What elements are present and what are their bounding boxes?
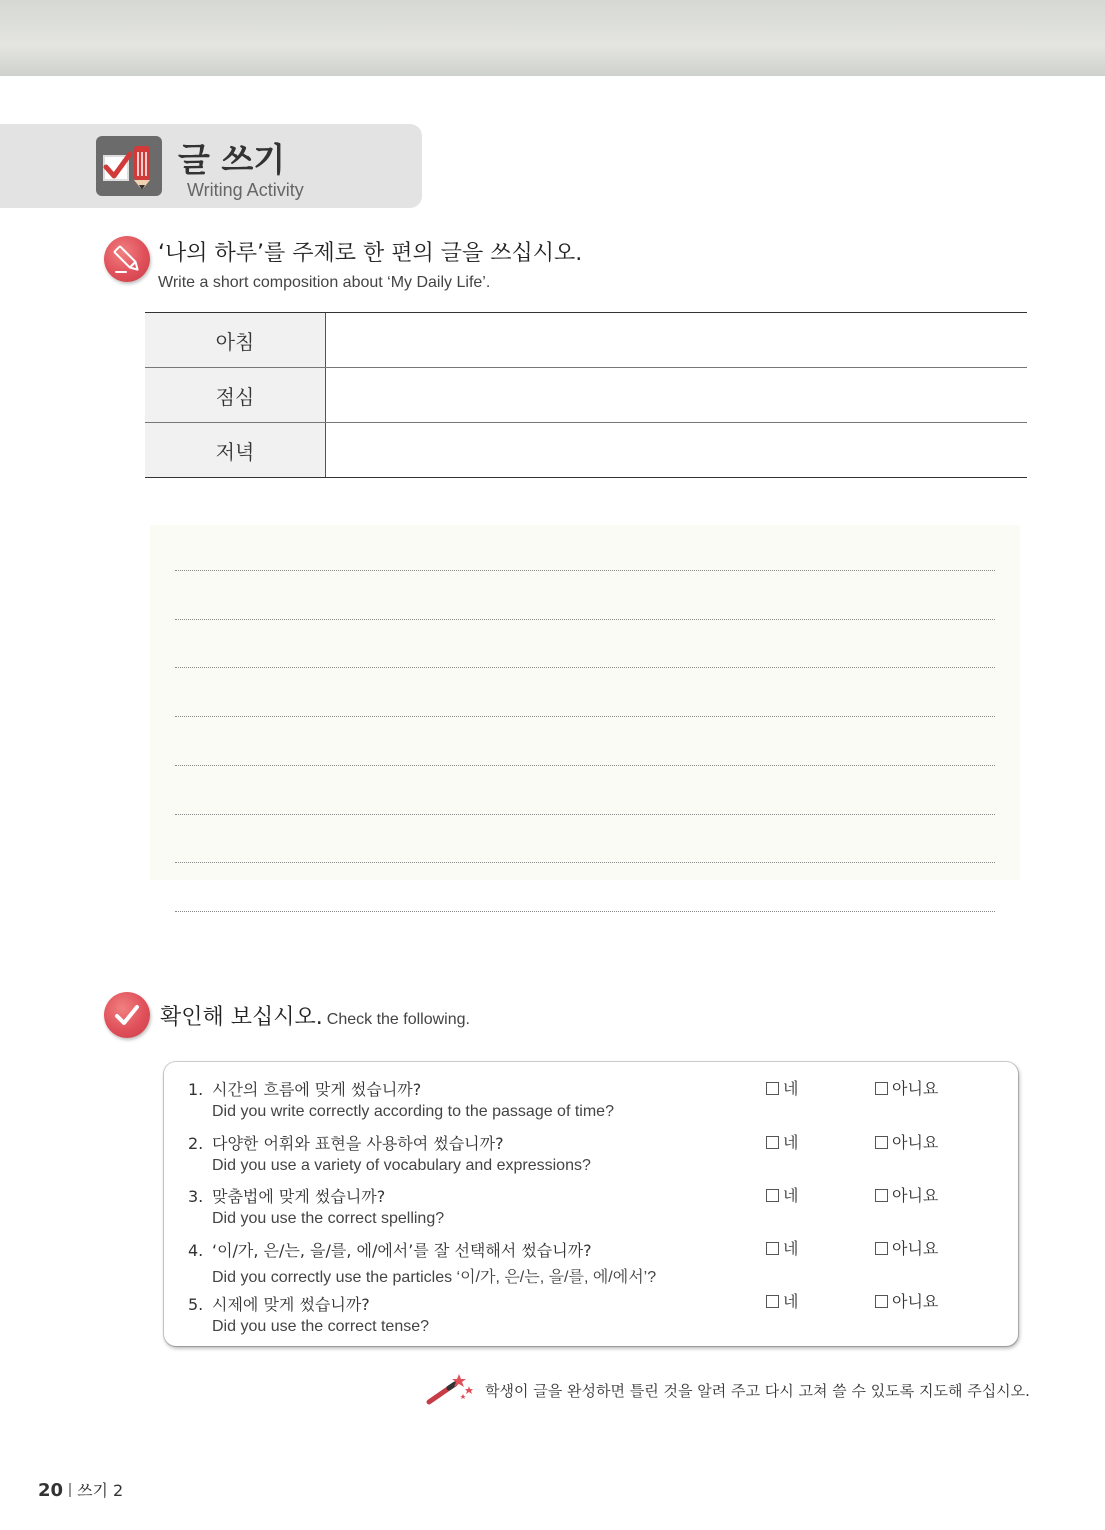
writing-line [175, 862, 995, 863]
book-title: 쓰기 2 [77, 1481, 124, 1500]
check-item-5 [188, 1292, 429, 1336]
item-number: 4. [188, 1241, 204, 1260]
item-question-ko: 다양한 어휘와 표현을 사용하여 썼습니까? [212, 1134, 504, 1153]
item-question-en: Did you use the correct spelling? [212, 1210, 445, 1227]
yes-checkbox-4[interactable] [766, 1236, 798, 1259]
checkbox-icon [875, 1136, 888, 1149]
yes-label: 네 [783, 1239, 799, 1258]
magic-wand-icon [425, 1370, 475, 1412]
no-label: 아니요 [892, 1292, 939, 1311]
item-question-en: Did you correctly use the particles ‘이/가, 은/는, 을/를, 에/에서’? [212, 1269, 657, 1286]
row-label-lunch: 점심 [145, 368, 326, 422]
writing-line [175, 570, 995, 571]
no-label: 아니요 [892, 1079, 939, 1098]
page-number: 20 [38, 1480, 64, 1501]
pencil-icon [104, 236, 150, 282]
writing-line [175, 911, 995, 912]
yes-label: 네 [783, 1079, 799, 1098]
check-item-1 [188, 1077, 614, 1121]
item-number: 2. [188, 1134, 204, 1153]
dinner-cell[interactable] [326, 423, 1027, 477]
task1-instruction: ‘나의 하루’를 주제로 한 편의 글을 쓰십시오. [158, 241, 583, 266]
checkbox-icon [766, 1242, 779, 1255]
top-scan-band [0, 0, 1105, 76]
footer-divider [69, 1483, 71, 1497]
item-number: 5. [188, 1295, 204, 1314]
writing-line [175, 716, 995, 717]
item-number: 1. [188, 1080, 204, 1099]
item-question-ko: ‘이/가, 은/는, 을/를, 에/에서’를 잘 선택해서 썼습니까? [212, 1241, 592, 1260]
task2-title-en: Check the following. [326, 1011, 470, 1028]
lunch-cell[interactable] [326, 368, 1027, 422]
writing-line [175, 619, 995, 620]
checkbox-icon [875, 1082, 888, 1095]
no-label: 아니요 [892, 1239, 939, 1258]
yes-label: 네 [783, 1186, 799, 1205]
yes-checkbox-3[interactable] [766, 1183, 798, 1206]
row-label-dinner: 저녁 [145, 423, 326, 477]
writing-line [175, 667, 995, 668]
writing-line [175, 765, 995, 766]
checkbox-icon [766, 1082, 779, 1095]
teacher-note: 학생이 글을 완성하면 틀린 것을 알려 주고 다시 고쳐 쓸 수 있도록 지도해 주십시오. [485, 1382, 1030, 1400]
writing-line [175, 814, 995, 815]
task1-instruction-en: Write a short composition about ‘My Daily Life’. [158, 274, 491, 291]
check-item-3 [188, 1184, 444, 1228]
checkbox-icon [766, 1189, 779, 1202]
yes-label: 네 [783, 1133, 799, 1152]
yes-checkbox-2[interactable] [766, 1130, 798, 1153]
checkbox-icon [766, 1295, 779, 1308]
section-title: 글 쓰기 [178, 140, 286, 179]
daily-life-table [145, 312, 1027, 478]
item-question-ko: 시제에 맞게 썼습니까? [212, 1295, 370, 1314]
checkbox-icon [875, 1189, 888, 1202]
item-question-en: Did you use a variety of vocabulary and expressions? [212, 1157, 591, 1174]
checkbox-icon [875, 1295, 888, 1308]
no-checkbox-4[interactable] [875, 1236, 938, 1259]
section-subtitle: Writing Activity [187, 180, 304, 200]
no-checkbox-1[interactable] [875, 1076, 938, 1099]
table-row [145, 368, 1027, 423]
no-checkbox-5[interactable] [875, 1289, 938, 1312]
checkbox-pencil-icon [96, 136, 162, 196]
no-checkbox-2[interactable] [875, 1130, 938, 1153]
yes-label: 네 [783, 1292, 799, 1311]
item-question-ko: 맞춤법에 맞게 썼습니까? [212, 1187, 386, 1206]
checkbox-icon [766, 1136, 779, 1149]
checkmark-icon [104, 992, 150, 1038]
check-item-4 [188, 1238, 656, 1287]
task2-title-ko: 확인해 보십시오. [160, 1005, 323, 1030]
check-item-2 [188, 1131, 591, 1175]
task2-title [160, 1000, 470, 1031]
checkbox-icon [875, 1242, 888, 1255]
yes-checkbox-5[interactable] [766, 1289, 798, 1312]
morning-cell[interactable] [326, 313, 1027, 367]
writing-area[interactable] [150, 525, 1020, 880]
item-question-ko: 시간의 흐름에 맞게 썼습니까? [212, 1080, 422, 1099]
table-row [145, 313, 1027, 368]
no-checkbox-3[interactable] [875, 1183, 938, 1206]
row-label-morning: 아침 [145, 313, 326, 367]
item-number: 3. [188, 1187, 204, 1206]
page-footer [38, 1478, 123, 1501]
item-question-en: Did you write correctly according to the passage of time? [212, 1103, 614, 1120]
no-label: 아니요 [892, 1186, 939, 1205]
table-row [145, 423, 1027, 477]
no-label: 아니요 [892, 1133, 939, 1152]
item-question-en: Did you use the correct tense? [212, 1318, 430, 1335]
yes-checkbox-1[interactable] [766, 1076, 798, 1099]
